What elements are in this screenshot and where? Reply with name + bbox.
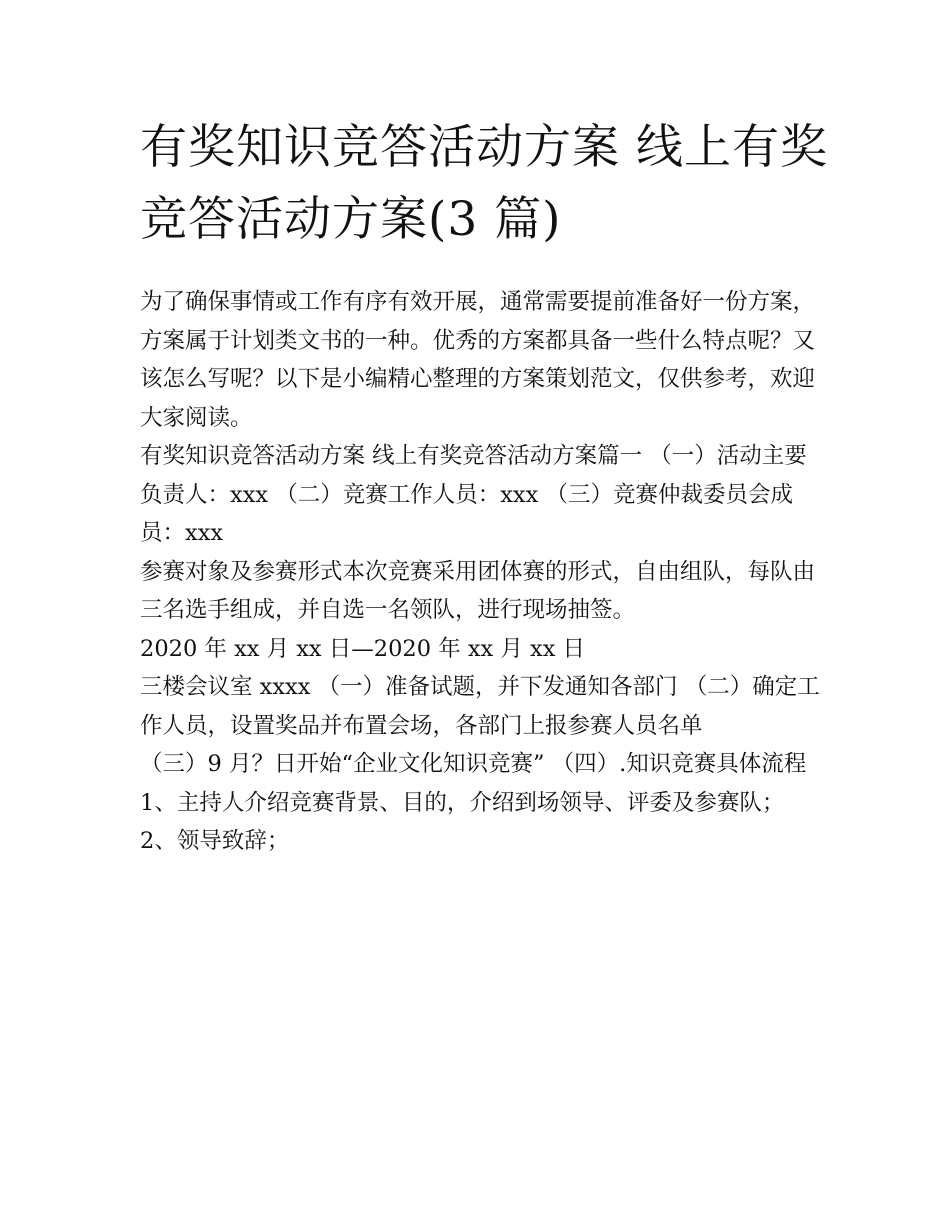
document-body: [140, 283, 820, 861]
venue-preparation-paragraph: 三楼会议室 xxxx （一）准备试题，并下发通知各部门 （二）确定工作人员，设置奖品并布置会场，各部门上报参赛人员名单: [140, 674, 820, 739]
process-paragraph: （三）9 月？日开始“企业文化知识竞赛” （四）.知识竞赛具体流程 1、主持人介绍竞赛背景、目的，介绍到场领导、评委及参赛队； 2、领导致辞；: [140, 751, 807, 854]
responsible-persons-paragraph: 有奖知识竞答活动方案 线上有奖竞答活动方案篇一 （一）活动主要负责人：xxx （二）竞赛工作人员：xxx （三）竞赛仲裁委员会成员：xxx: [140, 443, 807, 546]
date-range-paragraph: 2020 年 xx 月 xx 日—2020 年 xx 月 xx 日: [140, 635, 586, 662]
intro-paragraph: 为了确保事情或工作有序有效开展，通常需要提前准备好一份方案，方案属于计划类文书的一种。优秀的方案都具备一些什么特点呢？又该怎么写呢？以下是小编精心整理的方案策划范文，仅供参考，欢迎大家阅读。: [140, 289, 816, 431]
document-title: 有奖知识竞答活动方案 线上有奖竞答活动方案(3 篇): [140, 120, 828, 247]
participants-paragraph: 参赛对象及参赛形式本次竞赛采用团体赛的形式，自由组队，每队由三名选手组成，并自选一名领队，进行现场抽签。: [140, 558, 816, 623]
